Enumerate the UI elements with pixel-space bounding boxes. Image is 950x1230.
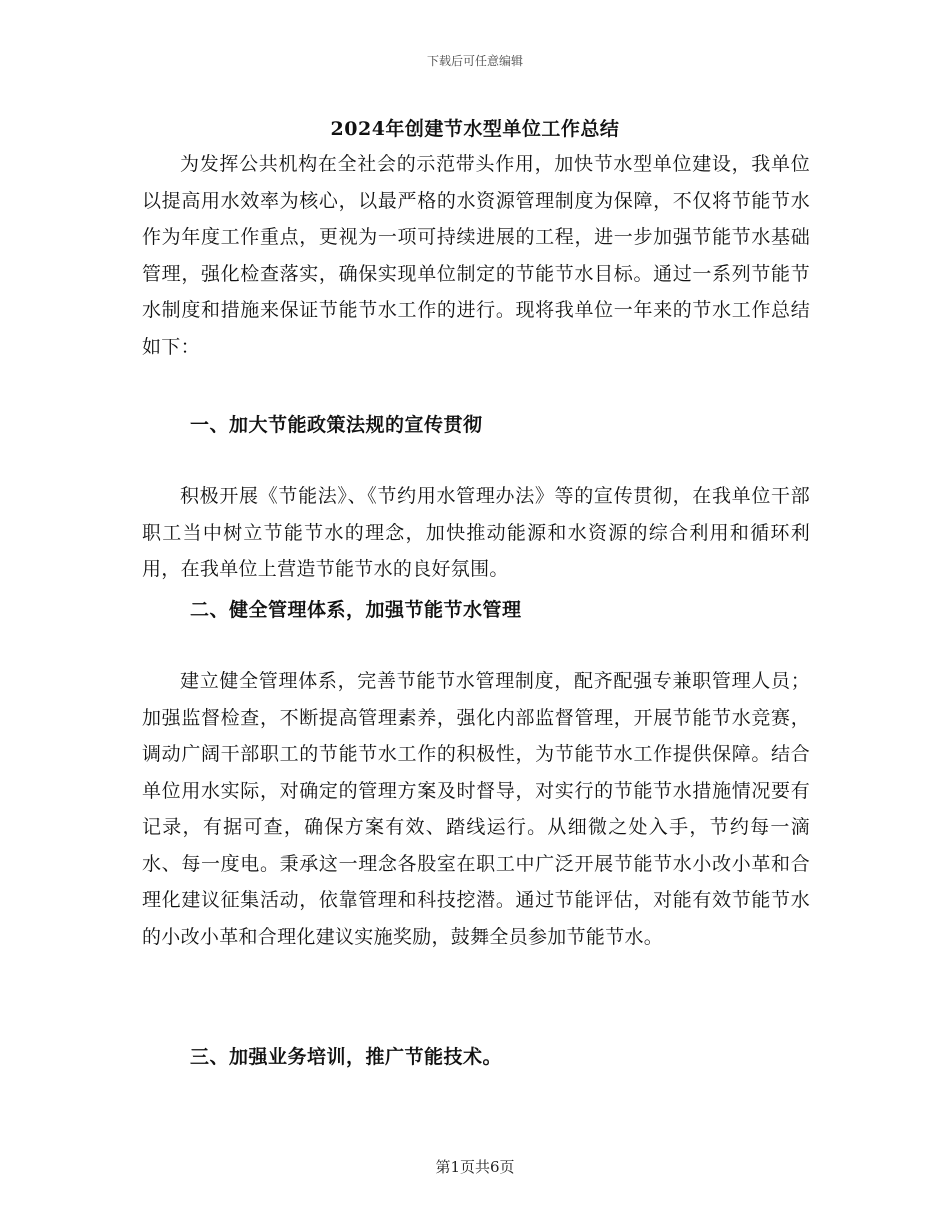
section-heading-3: 三、加强业务培训，推广节能技术。 [190,1046,503,1068]
header-note: 下载后可任意编辑 [426,54,523,68]
page-number-footer: 第1页共6页 [435,1158,515,1176]
section-1-paragraph: 积极开展《节能法》、《节约用水管理办法》等的宣传贯彻，在我单位干部职工当中树立节能节水的理念，加快推动能源和水资源的综合利用和循环利用，在我单位上营造节能节水的良好氛围。 [142,485,810,580]
section-heading-1: 一、加大节能政策法规的宣传贯彻 [190,414,483,436]
intro-paragraph: 为发挥公共机构在全社会的示范带头作用，加快节水型单位建设，我单位以提高用水效率为核心，以最严格的水资源管理制度为保障，不仅将节能节水作为年度工作重点，更视为一项可持续进展的工程，进一步加强节能节水基础管理，强化检查落实，确保实现单位制定的节能节水目标。通过一系列节能节水制度和措施来保证节能节水工作的进行。现将我单位一年来的节水工作总结如下： [142,153,810,358]
section-heading-2: 二、健全管理体系，加强节能节水管理 [190,599,522,621]
section-2-paragraph: 建立健全管理体系，完善节能节水管理制度，配齐配强专兼职管理人员；加强监督检查，不断提高管理素养，强化内部监督管理，开展节能节水竞赛，调动广阔干部职工的节能节水工作的积极性，为节能节水工作提供保障。结合单位用水实际，对确定的管理方案及时督导，对实行的节能节水措施情况要有记录，有据可查，确保方案有效、踏线运行。从细微之处入手，节约每一滴水、每一度电。秉承这一理念各股室在职工中广泛开展节能节水小改小革和合理化建议征集活动，依靠管理和科技挖潜。通过节能评估，对能有效节能节水的小改小革和合理化建议实施奖励，鼓舞全员参加节能节水。 [142,670,810,948]
document-title: 2024年创建节水型单位工作总结 [330,118,620,140]
